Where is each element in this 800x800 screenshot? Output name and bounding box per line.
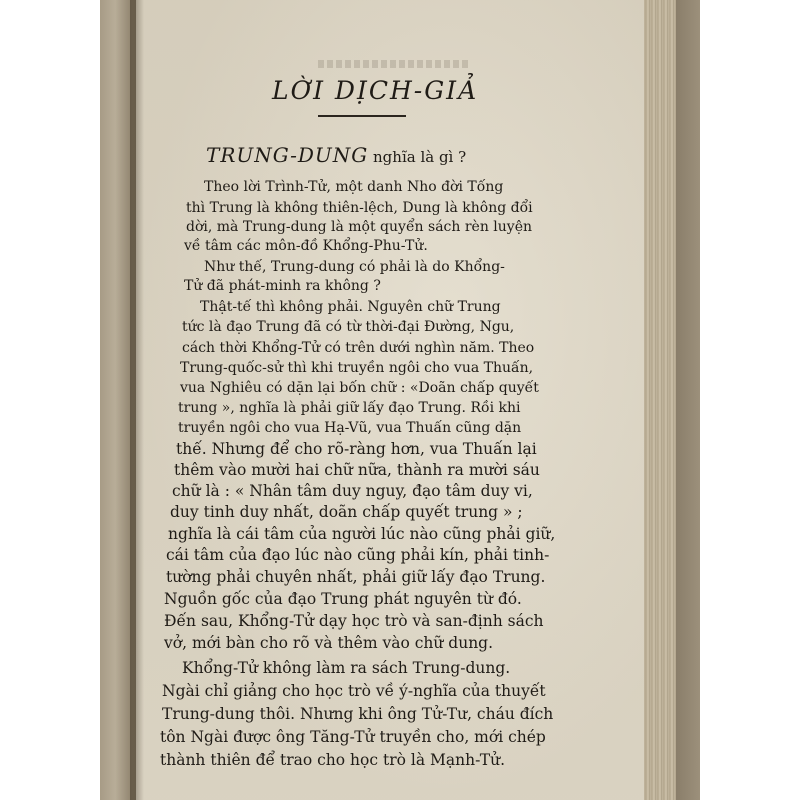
text-line: Khổng-Tử không làm ra sách Trung-dung. (182, 659, 511, 677)
text-line: Như thế, Trung-dung có phải là do Khổng- (204, 259, 505, 275)
spine-shadow (130, 0, 144, 800)
text-line: tức là đạo Trung đã có từ thời-đại Đường, Ngu, (182, 319, 515, 335)
bleed-through-print (318, 60, 468, 68)
text-line: truyền ngôi cho vua Hạ-Vũ, vua Thuấn cũng dặn (178, 420, 522, 436)
question-rest: nghĩa là gì ? (373, 148, 467, 166)
book-right-cover (676, 0, 700, 800)
text-line: Đến sau, Khổng-Tử dạy học trò và san-định sách (164, 612, 544, 630)
text-line: dời, mà Trung-dung là một quyển sách rèn luyện (186, 219, 533, 235)
text-line: Nguồn gốc của đạo Trung phát nguyên từ đó. (164, 590, 522, 608)
text-line: vua Nghiêu có dặn lại bốn chữ : «Doãn chấp quyết (180, 380, 539, 396)
text-line: Tử đã phát-minh ra không ? (184, 278, 381, 294)
text-line: Theo lời Trình-Tử, một danh Nho đời Tống (204, 179, 504, 195)
text-line: về tâm các môn-đồ Khổng-Phu-Tử. (184, 238, 428, 254)
text-line: thêm vào mười hai chữ nữa, thành ra mười sáu (174, 461, 540, 479)
text-line: duy tinh duy nhất, doãn chấp quyết trung » ; (170, 503, 523, 521)
text-line: cái tâm của đạo lúc nào cũng phải kín, phải tinh- (166, 546, 550, 564)
text-line: Trung-quốc-sử thì khi truyền ngôi cho vua Thuấn, (180, 360, 534, 376)
text-line: thế. Nhưng để cho rõ-ràng hơn, vua Thuấn lại (176, 440, 537, 458)
title-underline (318, 115, 406, 117)
text-line: nghĩa là cái tâm của người lúc nào cũng phải giữ, (168, 525, 556, 543)
question-lead: TRUNG-DUNG (206, 143, 369, 167)
page-title: LỜI DỊCH-GIẢ (272, 76, 479, 105)
text-line: trung », nghĩa là phải giữ lấy đạo Trung. Rồi khi (178, 400, 521, 416)
text-line: Thật-tế thì không phải. Nguyên chữ Trung (200, 299, 501, 315)
text-line: Trung-dung thôi. Nhưng khi ông Tử-Tư, cháu đích (162, 705, 554, 723)
text-line: thì Trung là không thiên-lệch, Dung là không đổi (186, 200, 533, 216)
question-line (206, 143, 467, 167)
background-right (700, 0, 800, 800)
text-line: thành thiên để trao cho học trò là Mạnh-Tử. (160, 751, 505, 769)
text-line: cách thời Khổng-Tử có trên dưới nghìn năm. Theo (182, 340, 535, 356)
text-line: tường phải chuyên nhất, phải giữ lấy đạo Trung. (166, 568, 546, 586)
text-line: Ngài chỉ giảng cho học trò về ý-nghĩa của thuyết (162, 682, 546, 700)
text-line: tôn Ngài được ông Tăng-Tử truyền cho, mới chép (160, 728, 546, 746)
text-line: chữ là : « Nhân tâm duy nguy, đạo tâm duy vi, (172, 482, 533, 500)
text-line: vở, mới bàn cho rõ và thêm vào chữ dung. (164, 634, 494, 652)
